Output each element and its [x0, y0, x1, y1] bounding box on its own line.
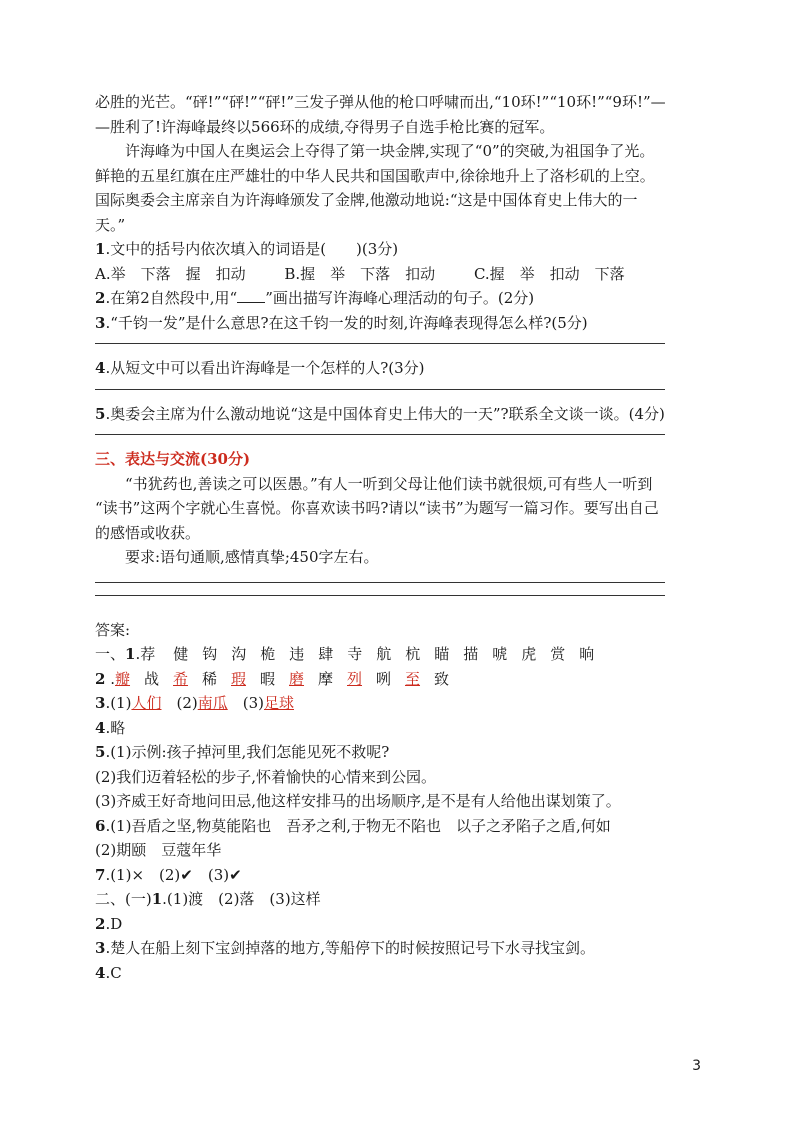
question-text: .“千钧一发”是什么意思?在这千钧一发的时刻,许海峰表现得怎么样?(5分): [105, 313, 588, 332]
answer-char: 违: [289, 645, 305, 663]
answer-char: 寺: [347, 645, 363, 663]
passage-p2-line4: 天。”: [95, 215, 126, 234]
answer-text: (3): [227, 694, 264, 712]
answer-char: 健: [173, 645, 189, 663]
option-a: A.举 下落 握 扣动: [95, 264, 246, 283]
answer-prefix: 二、(一): [95, 890, 152, 908]
answer-word: 南瓜: [197, 694, 228, 712]
section-3-requirements: 要求:语句通顺,感情真挚;450字左右。: [125, 548, 379, 566]
answer-2-3: [95, 936, 705, 961]
answer-number: 4: [95, 718, 106, 737]
section-3-line2: “读书”这两个字就心生喜悦。你喜欢读书吗?请以“读书”为题写一篇习作。要写出自己: [95, 499, 659, 517]
passage-p2-line2: 鲜艳的五星红旗在庄严雄壮的中华人民共和国国歌声中,徐徐地升上了洛杉矶的上空。: [95, 166, 655, 185]
answer-text: .(1)渡 (2)落 (3)这样: [162, 890, 321, 908]
answer-char: .荐: [135, 645, 156, 663]
answer-prefix: 一、: [95, 645, 126, 663]
answer-char: 咧: [376, 669, 392, 688]
answer-number: 3: [95, 694, 106, 712]
question-text: .文中的括号内依次填入的词语是( )(3分): [105, 240, 399, 258]
answer-1-4: [95, 716, 705, 741]
answer-char: 赏: [550, 645, 566, 663]
answer-number: 2: [95, 669, 106, 688]
underline-sample: [237, 288, 265, 303]
option-c: C.握 举 扣动 下落: [473, 264, 625, 283]
question-1-options: [95, 262, 705, 287]
answer-1-3: [95, 691, 705, 716]
answer-char: 肆: [318, 645, 334, 663]
question-text: .从短文中可以看出许海峰是一个怎样的人?(3分): [105, 359, 425, 377]
answer-1-7: [95, 863, 705, 888]
question-text-post: ”画出描写许海峰心理活动的句子。(2分): [265, 289, 535, 307]
answer-char: 瑕: [231, 669, 247, 688]
answer-text: .(1)示例:孩子掉河里,我们怎能见死不救呢?: [105, 743, 390, 761]
answer-line[interactable]: [95, 582, 665, 583]
answer-line[interactable]: [95, 343, 665, 344]
question-number: 3: [95, 313, 106, 332]
answer-char: 摩: [318, 669, 334, 688]
section-3-line3: 的感悟或收获。: [95, 523, 201, 542]
answer-number: 7: [95, 865, 106, 884]
answer-char: 沟: [231, 645, 247, 663]
answer-1-5-line2: (2)我们迈着轻松的步子,怀着愉快的心情来到公园。: [95, 767, 437, 786]
answer-char: 致: [434, 669, 450, 688]
question-text: .奥委会主席为什么激动地说“这是中国体育史上伟大的一天”?联系全文谈一谈。(4分): [105, 404, 665, 423]
answer-1-6: [95, 814, 705, 839]
answer-text: .(1): [105, 694, 132, 712]
question-3: [95, 311, 705, 336]
section-3-title: 三、表达与交流(30分): [95, 450, 251, 468]
answer-char: 瞄: [434, 645, 450, 663]
answer-text: .C: [105, 963, 122, 982]
answer-number: 6: [95, 816, 106, 835]
answer-text: .(1)× (2)✔ (3)✔: [105, 865, 242, 884]
answer-line[interactable]: [95, 389, 665, 390]
answer-char: .: [110, 669, 115, 688]
answer-number: 1: [151, 890, 163, 908]
question-4: [95, 356, 705, 381]
answer-char: 虎: [521, 645, 537, 663]
passage-p2-line3: 国际奥委会主席亲自为许海峰颁发了金牌,他激动地说:“这是中国体育史上伟大的一: [95, 191, 638, 209]
answer-word: 足球: [263, 694, 294, 712]
answer-char: 希: [173, 669, 189, 688]
answer-char: 战: [144, 669, 160, 688]
answer-2-2: [95, 912, 705, 937]
page-number: 3: [692, 1058, 701, 1074]
answer-char: 钩: [202, 645, 218, 663]
question-number: 2: [95, 289, 106, 307]
answer-1-5: [95, 740, 705, 765]
answer-char: 瓣: [115, 669, 131, 688]
question-number: 5: [95, 404, 106, 423]
question-1: [95, 237, 705, 262]
answer-char: 晌: [579, 645, 595, 663]
question-2: [95, 286, 705, 311]
answer-number: 1: [125, 645, 136, 663]
document-page: [95, 90, 705, 985]
answer-line[interactable]: [95, 595, 665, 596]
answer-text: (2): [161, 694, 198, 712]
answer-word: 人们: [131, 694, 162, 712]
answer-number: 4: [95, 963, 106, 982]
question-text-pre: .在第2自然段中,用“: [105, 289, 238, 307]
answer-2-1: [95, 887, 705, 912]
answer-char: 列: [347, 669, 363, 688]
passage-p2-line1: 许海峰为中国人在奥运会上夺得了第一块金牌,实现了“0”的突破,为祖国争了光。: [125, 142, 655, 160]
question-5: [95, 402, 705, 427]
answer-char: 至: [405, 669, 421, 688]
answer-char: 描: [463, 645, 479, 663]
answer-text: .(1)吾盾之坚,物莫能陷也 吾矛之利,于物无不陷也 以子之矛陷子之盾,何如: [105, 816, 611, 835]
question-number: 1: [95, 240, 106, 258]
answer-char: 磨: [289, 669, 305, 688]
answer-number: 3: [95, 939, 106, 957]
answer-text: .略: [105, 718, 126, 737]
answer-line[interactable]: [95, 434, 665, 435]
answer-number: 5: [95, 743, 106, 761]
answer-char: 稀: [202, 669, 218, 688]
answer-char: 桅: [260, 645, 276, 663]
answer-char: 唬: [492, 645, 508, 663]
answer-text: .楚人在船上刻下宝剑掉落的地方,等船停下的时候按照记号下水寻找宝剑。: [105, 939, 595, 957]
answer-1-1: [95, 642, 705, 667]
answer-char: 杭: [405, 645, 421, 663]
answer-char: 航: [376, 645, 392, 663]
answer-1-6-line2: (2)期颐 豆蔻年华: [95, 841, 222, 859]
question-number: 4: [95, 359, 106, 377]
answer-char: 暇: [260, 669, 276, 688]
answer-text: .D: [105, 914, 123, 933]
option-b: B.握 举 下落 扣动: [284, 264, 436, 283]
answer-number: 2: [95, 914, 106, 933]
answer-1-2: [95, 667, 705, 692]
answers-heading: 答案:: [95, 620, 131, 639]
answer-1-5-line3: (3)齐威王好奇地问田忌,他这样安排马的出场顺序,是不是有人给他出谋划策了。: [95, 792, 621, 810]
passage-p1-line2: —胜利了!许海峰最终以566环的成绩,夺得男子自选手枪比赛的冠军。: [95, 117, 555, 136]
passage-p1-line1: 必胜的光芒。“砰!”“砰!”“砰!”三发子弹从他的枪口呼啸而出,“10环!”“10环!”“9环!”—: [95, 93, 666, 111]
section-3-line1: “书犹药也,善读之可以医愚。”有人一听到父母让他们读书就很烦,可有些人一听到: [125, 474, 653, 493]
answer-2-4: [95, 961, 705, 986]
